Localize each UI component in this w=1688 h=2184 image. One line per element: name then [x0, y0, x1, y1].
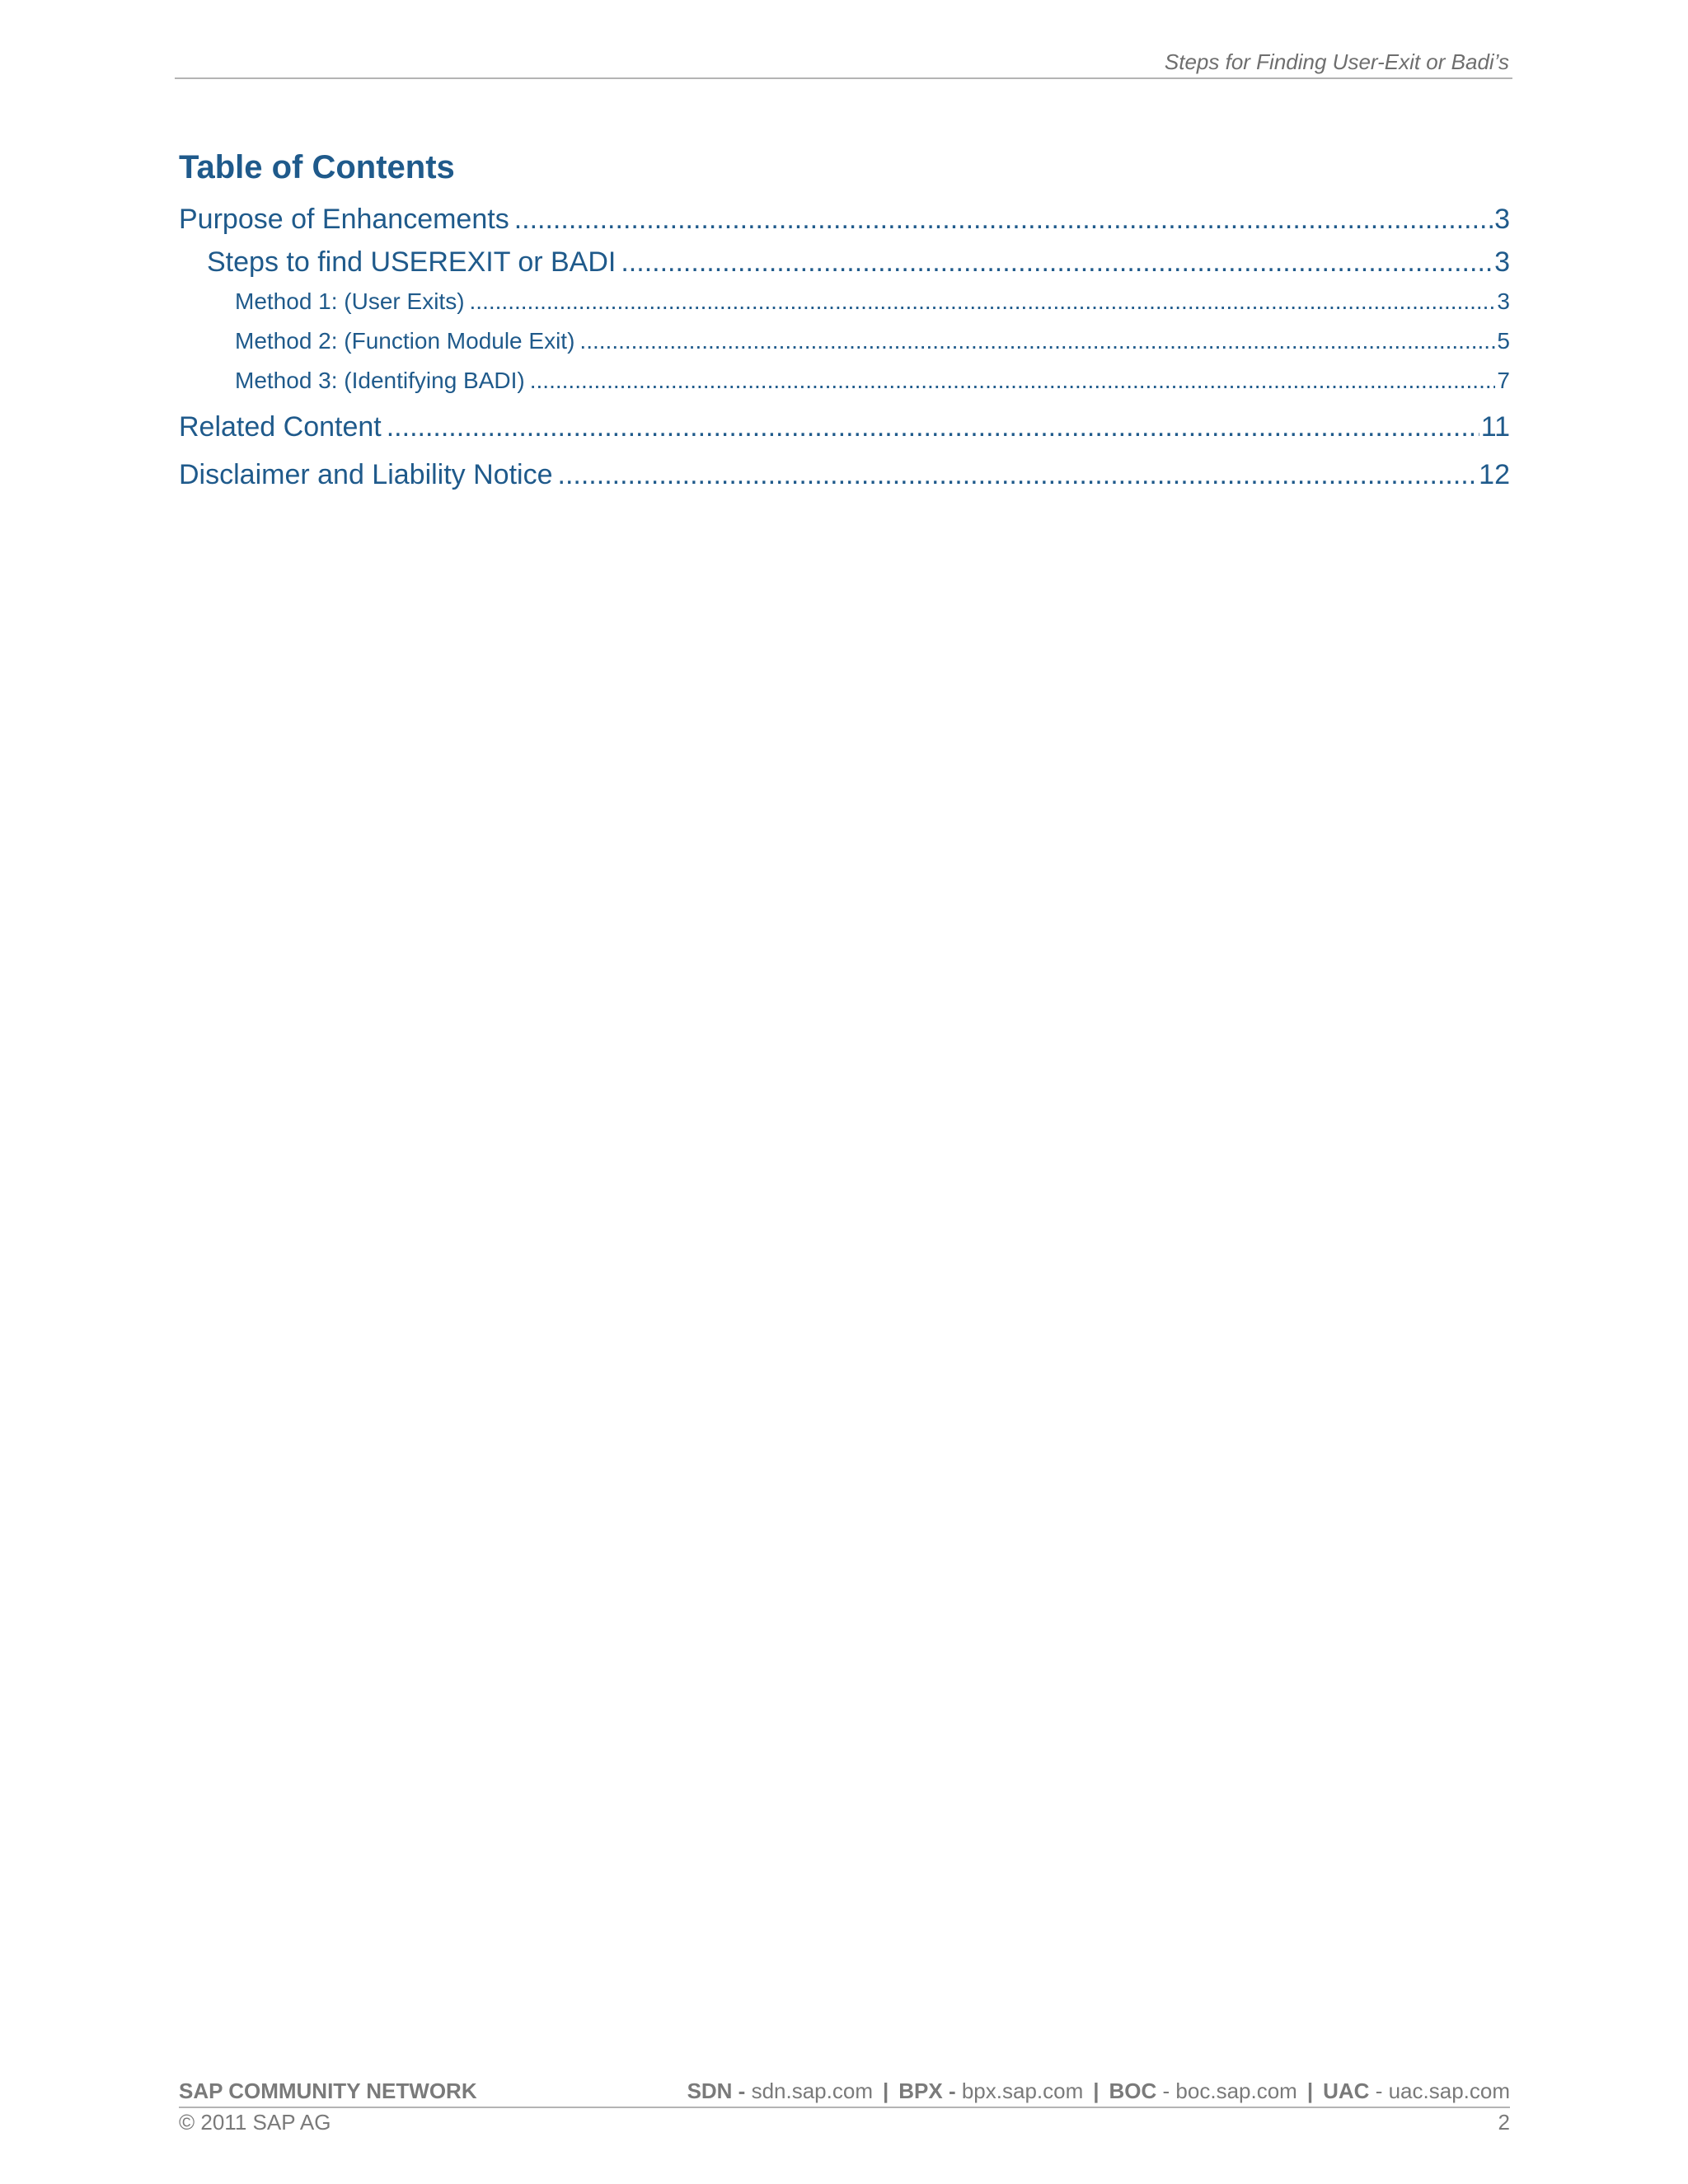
page-footer — [179, 2077, 1510, 2143]
copyright-notice: © 2011 SAP AG — [179, 2110, 331, 2135]
toc-entry-title: Related Content — [179, 411, 382, 443]
footer-separator: | — [1306, 2079, 1314, 2103]
footer-link-label: BOC — [1109, 2079, 1157, 2103]
footer-link-label: SDN - — [687, 2079, 746, 2103]
toc-dot-leader — [514, 204, 1493, 236]
toc-dot-leader — [470, 288, 1496, 315]
toc-entry-page: 11 — [1480, 411, 1510, 443]
toc-entry-steps-to-find[interactable] — [179, 246, 1510, 279]
footer-link-label: UAC — [1323, 2079, 1370, 2103]
toc-dot-leader — [530, 368, 1496, 394]
toc-dot-leader — [387, 411, 1479, 443]
toc-entry-title: Method 2: (Function Module Exit) — [235, 328, 575, 354]
toc-entry-title: Method 1: (User Exits) — [235, 288, 465, 314]
toc-entry-method-3[interactable] — [179, 368, 1510, 394]
footer-link-label: BPX - — [898, 2079, 956, 2103]
toc-entry-disclaimer[interactable] — [179, 459, 1510, 491]
toc-entry-page: 5 — [1497, 328, 1510, 354]
toc-entry-method-1[interactable] — [179, 288, 1510, 315]
footer-links — [687, 2079, 1510, 2104]
toc-entry-page: 3 — [1494, 204, 1510, 235]
toc-entry-page: 3 — [1497, 288, 1510, 314]
footer-link-bpx[interactable]: bpx.sap.com — [961, 2079, 1084, 2103]
toc-entry-related-content[interactable] — [179, 411, 1510, 443]
toc-dot-leader — [558, 459, 1478, 491]
toc-entry-title: Method 3: (Identifying BADI) — [235, 368, 525, 393]
toc-entry-title: Disclaimer and Liability Notice — [179, 459, 553, 490]
footer-link-boc[interactable]: - boc.sap.com — [1162, 2079, 1297, 2103]
footer-link-uac[interactable]: - uac.sap.com — [1375, 2079, 1510, 2103]
toc-entry-title: Steps to find USEREXIT or BADI — [207, 246, 617, 278]
toc-dot-leader — [621, 246, 1493, 279]
running-header-title: Steps for Finding User-Exit or Badi’s — [1164, 49, 1509, 74]
footer-top-row — [179, 2077, 1510, 2108]
footer-link-sdn[interactable]: sdn.sap.com — [751, 2079, 873, 2103]
footer-separator: | — [882, 2079, 889, 2103]
toc-entry-title: Purpose of Enhancements — [179, 204, 509, 235]
toc-entry-purpose-of-enhancements[interactable] — [179, 204, 1510, 236]
toc-entry-page: 3 — [1494, 246, 1510, 278]
toc-entry-method-2[interactable] — [179, 328, 1510, 354]
toc-dot-leader — [579, 328, 1495, 354]
running-header — [175, 48, 1512, 79]
page-number: 2 — [1498, 2110, 1510, 2135]
toc-entry-page: 12 — [1479, 459, 1510, 490]
toc-heading: Table of Contents — [179, 149, 455, 185]
footer-separator: | — [1093, 2079, 1100, 2103]
toc-entry-page: 7 — [1497, 368, 1510, 393]
footer-brand: SAP COMMUNITY NETWORK — [179, 2079, 477, 2103]
